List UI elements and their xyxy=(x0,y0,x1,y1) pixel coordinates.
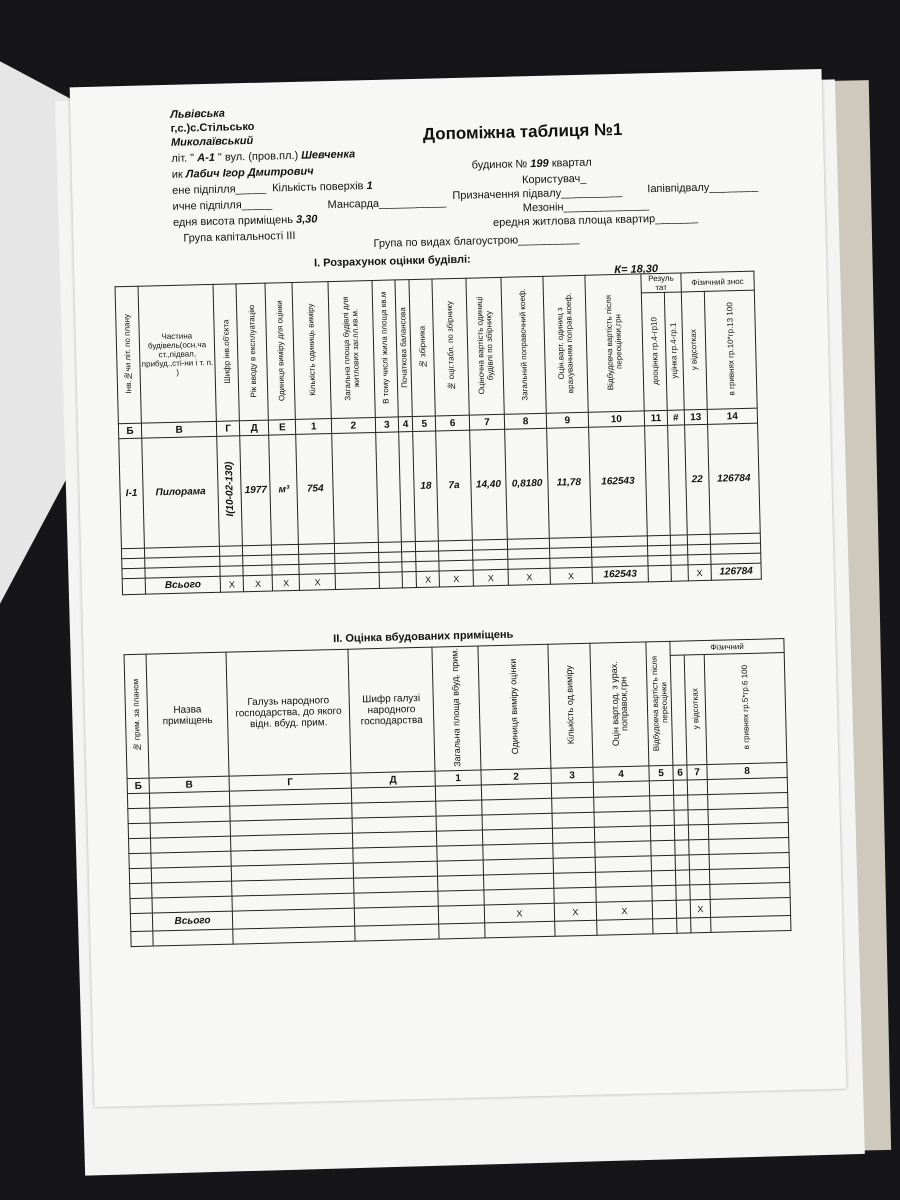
basement: ене підпілля_____ xyxy=(172,182,267,197)
building-valuation-table xyxy=(115,271,762,596)
h-unit: Одиниця виміру для оцінки xyxy=(265,282,295,420)
h2-branch: Галузь народного господарства, до якого відн. вбуд. прим. xyxy=(226,649,351,776)
h-balance: Початкова балансова xyxy=(395,280,413,417)
index-row-2: Б В Г Д 1 2 3 4 5 6 7 8 xyxy=(127,763,787,794)
h-table-no: № оціг.табл. по збірнику xyxy=(432,278,469,416)
h-wear-uah: в гривнях гр.10*гр.13 100 xyxy=(704,290,757,409)
h-correction: Загальний поправочний коеф. xyxy=(501,276,546,414)
h2-wear: Фізичний xyxy=(670,639,784,656)
h-result: Резуль тат xyxy=(641,273,681,293)
avg-height: едня висота приміщень 3,30 xyxy=(172,213,318,229)
capital-group: Група капітальності III xyxy=(183,229,296,245)
h-year: Рік вводу в експлуатацію xyxy=(236,283,269,421)
h-wear-pct: у відсотках xyxy=(681,291,707,410)
h2-unit: Одиниця виміру оцінки xyxy=(478,644,551,770)
h2-wear-uah: в гривнях гр.5*гр.6 100 xyxy=(704,653,787,765)
document-sheet xyxy=(70,69,847,1107)
h-wear: Фізичний знос xyxy=(681,271,755,292)
address-line: літ. " А-1 " вул. (пров.пл.) Шевченка xyxy=(171,148,356,165)
semi-basement-right: Іапівпідвалу________ xyxy=(647,180,759,196)
h2-qty: Кількість од.виміру xyxy=(548,643,593,768)
owner-line: ик Лабич Ігор Дмитрович xyxy=(171,165,314,181)
h-total-area: Загальна площа будівлі для житлових заг.пл.кв.м. xyxy=(328,281,375,419)
h-unit-value: Оціночна вартість одиниці будівлі по збірнику xyxy=(466,277,505,415)
house-number: будинок № 199 квартал xyxy=(471,156,592,172)
h-inv: Інв.№чи літ. по плану xyxy=(115,286,141,424)
page-title: Допоміжна таблиця №1 xyxy=(422,119,623,144)
owner-value: Лабич Ігор Дмитрович xyxy=(185,165,314,181)
region: Львівська xyxy=(170,107,226,121)
section1-title: І. Розрахунок оцінки будівлі: xyxy=(313,253,471,270)
village: г,с.)с.Стільсько xyxy=(170,120,255,135)
h-devalue: уцінка гр.4-гр.1 xyxy=(664,292,684,410)
basement-purpose: Призначення підвалу__________ xyxy=(452,185,623,203)
section2-title: ІІ. Оцінка вбудованих приміщень xyxy=(333,628,514,646)
mezzanine: Мезонін______________ xyxy=(522,199,650,215)
floors: Кількість поверхів 1 xyxy=(272,179,373,195)
h2-unit-value: Оцін варт.од. з урах. поправок,грн xyxy=(590,642,649,767)
h-code: Шифр інв.об'єкта xyxy=(213,284,239,422)
h-collection: № збірника xyxy=(409,279,435,417)
h-qty: Кількість одиниць виміру xyxy=(292,282,331,420)
h2-wear-pct: у відсотках xyxy=(684,655,707,765)
k-coefficient: К= 18,30 xyxy=(614,263,659,277)
h-part: Частина будівель(осн.ча ст.,підвал, прибуд.,сті-ни і т. п. ) xyxy=(138,284,216,423)
h2-branch-code: Шифр галузі народного господарства xyxy=(348,647,435,773)
improvement-group: Група по видах благоустрою__________ xyxy=(373,232,580,250)
district: Миколаївський xyxy=(170,134,254,149)
lit-value: А-1 xyxy=(197,151,216,165)
index-row: Б В Г Д Е 1 2 3 4 5 6 7 8 9 10 11 # 13 14 xyxy=(118,408,757,439)
h-revalue: дооцінка гр.4-гр10 xyxy=(641,292,667,411)
h-living-area: В тому числі жила площа кв.м xyxy=(372,280,398,418)
attic: Мансарда___________ xyxy=(327,196,447,212)
h2-name: Назва приміщень xyxy=(146,652,229,778)
h2-replacement: Відбудовча вартість після переоцінки xyxy=(646,641,673,766)
semi-basement: ичне підпілля_____ xyxy=(172,198,273,213)
total-row-2: Всього Х Х Х Х xyxy=(130,897,790,931)
h2-area: Загальна площа вбуд. прим. xyxy=(432,646,481,771)
table-row: І-1 Пилорама І(10-02-130) 1977 м³ 754 18 7а 14,40 0,8180 11,78 162543 22 126784 xyxy=(119,423,760,549)
h2-room-no: № прим. за планом xyxy=(124,654,149,779)
built-in-premises-table xyxy=(124,638,792,947)
user: Користувач_ xyxy=(521,172,587,187)
h-replacement: Відбудовча вартість після переоцінки,грн xyxy=(585,274,645,412)
total-row: Всього Х Х Х Х Х Х Х Х Х 162543 Х 126784 xyxy=(122,563,761,595)
avg-living-area: ередня житлова площа квартир_______ xyxy=(492,212,699,230)
h-corrected-value: Оцін.варт. одиниц з врахуванням поправ.коеф. xyxy=(543,275,588,413)
street-value: Шевченка xyxy=(301,148,356,162)
